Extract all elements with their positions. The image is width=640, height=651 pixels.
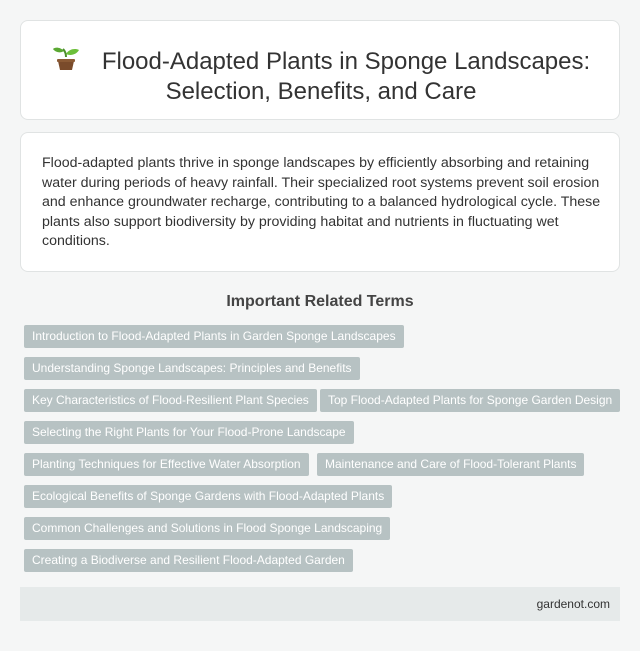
tag-maintenance-care[interactable]: Maintenance and Care of Flood-Tolerant Plants: [317, 453, 584, 476]
intro-card: [20, 132, 620, 272]
tag-understanding-sponge-landscapes[interactable]: Understanding Sponge Landscapes: Principles and Benefits: [24, 357, 360, 380]
tag-introduction[interactable]: Introduction to Flood-Adapted Plants in Garden Sponge Landscapes: [24, 325, 404, 348]
tag-selecting-plants[interactable]: Selecting the Right Plants for Your Flood-Prone Landscape: [24, 421, 354, 444]
sprout-icon: [52, 45, 80, 71]
footer-site-link[interactable]: gardenot.com: [536, 597, 610, 611]
footer-bar: [20, 587, 620, 621]
related-terms-heading: Important Related Terms: [226, 293, 414, 310]
header-card: [20, 20, 620, 120]
title-line-1: Flood-Adapted Plants in Sponge Landscapes:: [101, 48, 591, 75]
title-line-2: Selection, Benefits, and Care: [165, 78, 477, 105]
intro-paragraph: Flood-adapted plants thrive in sponge landscapes by efficiently absorbing and retaining water during periods of heavy rainfall. Their specialized root systems prevent soil erosion and enhance groundwater recharge, contributing to a balanced hydrological cycle. These plants also support biodiversity by providing habitat and nutrients in fluctuating wet conditions.: [42, 155, 601, 250]
page-title: [21, 45, 621, 107]
tag-ecological-benefits[interactable]: Ecological Benefits of Sponge Gardens with Flood-Adapted Plants: [24, 485, 392, 508]
tag-biodiverse-garden[interactable]: Creating a Biodiverse and Resilient Flood-Adapted Garden: [24, 549, 353, 572]
tag-planting-techniques[interactable]: Planting Techniques for Effective Water Absorption: [24, 453, 309, 476]
tag-key-characteristics[interactable]: Key Characteristics of Flood-Resilient Plant Species: [24, 389, 317, 412]
tag-top-plants[interactable]: Top Flood-Adapted Plants for Sponge Garden Design: [320, 389, 620, 412]
tag-common-challenges[interactable]: Common Challenges and Solutions in Flood Sponge Landscaping: [24, 517, 390, 540]
